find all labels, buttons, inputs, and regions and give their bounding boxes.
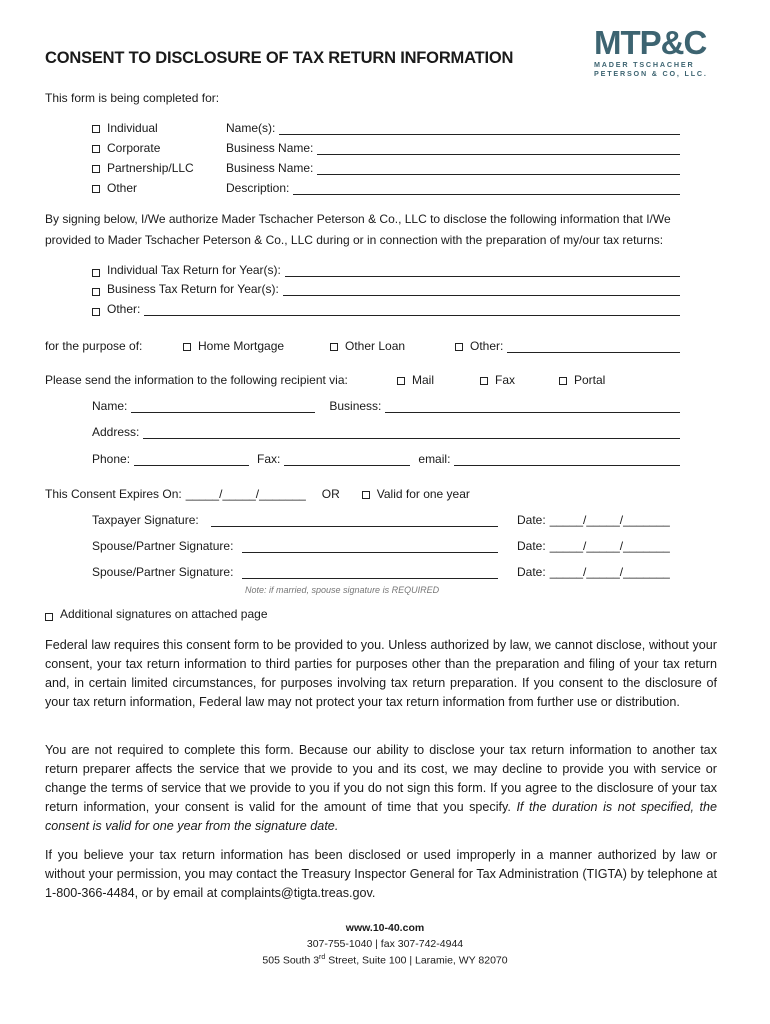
individual-return-years-field[interactable] (285, 263, 680, 277)
recipient-address-label: Address: (92, 425, 140, 439)
individual-label: Individual (107, 121, 158, 135)
spouse-signature-field-1[interactable] (242, 539, 498, 553)
home-mortgage-label: Home Mortgage (198, 339, 285, 353)
taxpayer-signature-label: Taxpayer Signature: (92, 513, 199, 527)
taxpayer-signature-field[interactable] (211, 513, 498, 527)
additional-signatures-label: Additional signatures on attached page (60, 607, 268, 621)
recipient-email-field[interactable] (454, 452, 680, 466)
recipient-name-label: Name: (92, 399, 128, 413)
mail-label: Mail (412, 373, 435, 387)
spouse-date-label-2: Date: (517, 565, 546, 579)
names-label: Name(s): (226, 121, 276, 135)
business-return-years-field[interactable] (283, 282, 680, 296)
other-purpose-checkbox[interactable] (455, 343, 463, 351)
valid-one-year-label: Valid for one year (376, 487, 470, 501)
page-title: CONSENT TO DISCLOSURE OF TAX RETURN INFORMATION (45, 49, 514, 67)
recipient-fax-field[interactable] (284, 452, 410, 466)
entity-row-partnership (92, 161, 680, 175)
expiry-or-label: OR (321, 487, 340, 501)
individual-checkbox[interactable] (92, 125, 100, 133)
valid-one-year-checkbox[interactable] (362, 491, 370, 499)
not-required-text: You are not required to complete this form. Because our ability to disclose your tax return information to another tax return preparer affects the service that we provide to you and its cost, we may decline to provide you with service or change the terms of service that we provide to you if you do not sign this form. If you agree to the disclosure of your tax return information, your consent is valid for the amount of time that you specify. (45, 743, 717, 814)
portal-label: Portal (574, 373, 606, 387)
not-required-paragraph (45, 741, 717, 836)
business-return-label: Business Tax Return for Year(s): (107, 282, 279, 296)
recipient-label: Please send the information to the following recipient via: (45, 373, 348, 387)
authorization-text: By signing below, I/We authorize Mader Tschacher Peterson & Co., LLC to disclose the following information that I/We provided to Mader Tschacher Peterson & Co., LLC during or in connection with the preparation of my/our tax returns: (45, 212, 671, 247)
spouse-signature-label-1: Spouse/Partner Signature: (92, 539, 234, 553)
purpose-label: for the purpose of: (45, 339, 143, 353)
spouse-signature-label-2: Spouse/Partner Signature: (92, 565, 234, 579)
other-return-field[interactable] (144, 302, 680, 316)
taxpayer-date-label: Date: (517, 513, 546, 527)
footer-address-start: 505 South 3 (262, 954, 320, 967)
partnership-label: Partnership/LLC (107, 161, 194, 175)
spouse-date-label-1: Date: (517, 539, 546, 553)
other-purpose-field[interactable] (507, 339, 680, 353)
other-return-label: Other: (107, 302, 141, 316)
fax-checkbox[interactable] (480, 377, 488, 385)
additional-signatures-checkbox[interactable] (45, 613, 53, 621)
spouse-signature-row-1 (92, 539, 680, 553)
return-row-individual (92, 263, 680, 277)
purpose-row (45, 339, 680, 353)
additional-signatures-row (45, 607, 268, 621)
names-field[interactable] (279, 121, 680, 135)
entity-row-other (92, 181, 680, 195)
recipient-phone-label: Phone: (92, 452, 131, 466)
other-purpose-label: Other: (470, 339, 504, 353)
intro-text: This form is being completed for: (45, 91, 220, 105)
recipient-contact-row (92, 452, 680, 466)
other-entity-checkbox[interactable] (92, 185, 100, 193)
spouse-signature-row-2 (92, 565, 680, 579)
individual-return-checkbox[interactable] (92, 269, 100, 277)
other-loan-checkbox[interactable] (330, 343, 338, 351)
corporate-label: Corporate (107, 141, 161, 155)
business-name-field-2[interactable] (317, 161, 680, 175)
individual-return-label: Individual Tax Return for Year(s): (107, 263, 281, 277)
spouse-date-field-2[interactable]: _____/_____/_______ (549, 565, 670, 579)
corporate-checkbox[interactable] (92, 145, 100, 153)
logo-subtitle-2: PETERSON & CO, LLC. (594, 69, 708, 78)
logo-text: MTP&C (594, 24, 707, 61)
partnership-checkbox[interactable] (92, 165, 100, 173)
home-mortgage-checkbox[interactable] (183, 343, 191, 351)
company-logo (594, 26, 708, 78)
footer-address-end: Street, Suite 100 | Laramie, WY 82070 (325, 954, 508, 967)
recipient-name-row (92, 399, 680, 413)
signature-note: Note: if married, spouse signature is REQUIRED (245, 585, 440, 595)
description-label: Description: (226, 181, 290, 195)
spouse-signature-field-2[interactable] (242, 565, 498, 579)
recipient-name-field[interactable] (131, 399, 315, 413)
taxpayer-date-field[interactable]: _____/_____/_______ (549, 513, 670, 527)
expiry-label: This Consent Expires On: (45, 487, 182, 501)
fax-label: Fax (495, 373, 516, 387)
recipient-business-field[interactable] (385, 399, 680, 413)
recipient-email-label: email: (418, 452, 451, 466)
recipient-address-row (92, 425, 680, 439)
footer-website[interactable]: www.10-40.com (345, 922, 425, 934)
recipient-address-field[interactable] (143, 425, 680, 439)
recipient-row (45, 373, 605, 387)
portal-checkbox[interactable] (559, 377, 567, 385)
other-loan-label: Other Loan (345, 339, 406, 353)
return-row-business (92, 282, 680, 296)
expiry-row (45, 487, 470, 501)
return-row-other (92, 302, 680, 316)
recipient-fax-label: Fax: (257, 452, 281, 466)
taxpayer-signature-row (92, 513, 680, 527)
mail-checkbox[interactable] (397, 377, 405, 385)
footer-phones: 307-755-1040 | fax 307-742-4944 (306, 938, 464, 950)
recipient-phone-field[interactable] (134, 452, 249, 466)
other-entity-label: Other (107, 181, 138, 195)
entity-row-individual (92, 121, 680, 135)
footer-address (0, 954, 770, 967)
business-return-checkbox[interactable] (92, 288, 100, 296)
federal-law-paragraph: Federal law requires this consent form to be provided to you. Unless authorized by law, we cannot disclose, without your consent, your tax return information to third parties for purposes other than the preparation and filing of your tax return and, in certain limited circumstances, for purposes involving tax return preparation. If you consent to the disclosure of your tax return information, Federal law may not protect your tax return information from further use or distribution. (45, 638, 717, 709)
description-field[interactable] (293, 181, 680, 195)
expiry-date-field[interactable]: _____/_____/_______ (185, 487, 306, 501)
business-name-label-2: Business Name: (226, 161, 314, 175)
logo-subtitle-1: MADER TSCHACHER (594, 60, 695, 69)
business-name-field[interactable] (317, 141, 680, 155)
entity-row-corporate (92, 141, 680, 155)
spouse-date-field-1[interactable]: _____/_____/_______ (549, 539, 670, 553)
recipient-business-label: Business: (329, 399, 382, 413)
duration-note: If the duration is not specified, the consent is valid for one year from the signature date. (45, 800, 718, 833)
other-return-checkbox[interactable] (92, 308, 100, 316)
footer-address-sup: rd (319, 954, 326, 961)
business-name-label: Business Name: (226, 141, 314, 155)
tigta-paragraph: If you believe your tax return information has been disclosed or used improperly in a manner authorized by law or without your permission, you may contact the Treasury Inspector General for Tax Administration (TIGTA) by telephone at 1-800-366-4484, or by email at complaints@tigta.treas.gov. (45, 848, 717, 900)
